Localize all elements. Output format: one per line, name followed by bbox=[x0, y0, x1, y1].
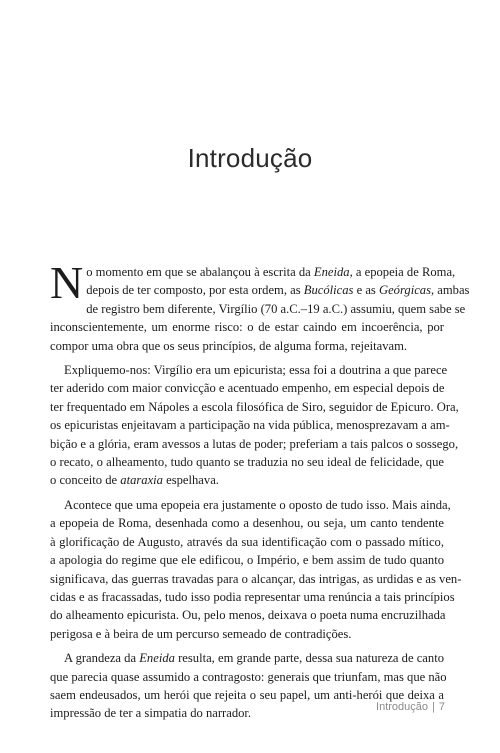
text-line: Expliquemo-nos: Virgílio era um epicurista; essa foi a doutrina a que parece bbox=[64, 363, 448, 378]
text-line: perigosa e à beira de um percurso semeado de contradições. bbox=[50, 626, 352, 641]
text-line: ter frequentado em Nápoles a escola filosófica de Siro, seguidor de Epicuro. Ora, bbox=[50, 399, 459, 414]
text-line: bição e a glória, eram avessos a lutas de poder; preferiam a tais palcos o sossego, bbox=[50, 436, 459, 451]
text-line: a apologia do regime que ele edificou, o Império, e bem assim de tudo quanto bbox=[50, 553, 444, 568]
text-line: do alheamento epicurista. Ou, pelo menos, deixava o poeta numa encruzilhada bbox=[50, 608, 446, 623]
text-line: a epopeia de Roma, desenhada como a desenhou, ou seja, um canto tendente bbox=[50, 516, 444, 531]
chapter-title: Introdução bbox=[187, 143, 313, 173]
text-line: significava, das guerras travadas para o alcançar, das intrigas, as urdidas e as ven- bbox=[50, 571, 462, 586]
running-footer-section: Introdução bbox=[376, 701, 429, 713]
text-line: o recato, o alheamento, tudo quanto se traduzia no seu ideal de felicidade, que bbox=[50, 455, 444, 470]
page-number: 7 bbox=[438, 701, 445, 713]
page-footer bbox=[376, 701, 445, 713]
text-line: compor uma obra que os seus princípios, de alguma forma, rejeitavam. bbox=[50, 338, 408, 353]
text-line: depois de ter composto, por esta ordem, as Bucólicas e as Geórgicas, ambas bbox=[86, 283, 470, 298]
text-line: saem endeusados, um herói que rejeita o seu papel, um anti-herói que deixa a bbox=[50, 687, 444, 702]
text-line: que parecia quase assumido a contragosto: generais que triunfam, mas que não bbox=[50, 669, 447, 684]
text-line: impressão de ter a simpatia do narrador. bbox=[50, 706, 252, 721]
text-line: à glorificação de Augusto, através da sua identificação com o passado mítico, bbox=[50, 534, 444, 549]
text-line: A grandeza da Eneida resulta, em grande parte, dessa sua natureza de canto bbox=[64, 651, 444, 666]
text-line: o conceito de ataraxia espelhava. bbox=[50, 473, 219, 488]
text-line: os epicuristas enjeitavam a participação na vida pública, menosprezavam a am- bbox=[50, 418, 450, 433]
text-line: cidas e as fracassadas, tudo isso podia representar uma renúncia a tais princípios bbox=[50, 589, 455, 604]
chapter-body bbox=[50, 257, 470, 723]
drop-cap: N bbox=[50, 257, 84, 308]
text-line: o momento em que se abalançou à escrita da Eneida, a epopeia de Roma, bbox=[86, 265, 456, 279]
text-line: Acontece que uma epopeia era justamente o oposto de tudo isso. Mais ainda, bbox=[64, 497, 451, 512]
text-line: de registro bem diferente, Virgílio (70 a.C.–19 a.C.) assumiu, quem sabe se bbox=[86, 301, 466, 316]
text-line: inconscientemente, um enorme risco: o de estar caindo em incoerência, por bbox=[50, 320, 444, 335]
paragraph-1 bbox=[50, 257, 470, 355]
footer-separator: | bbox=[432, 701, 435, 713]
paragraph-3 bbox=[50, 496, 462, 643]
text-line: ter aderido com maior convicção e acentuado empenho, em especial depois de bbox=[50, 381, 445, 396]
paragraph-2 bbox=[50, 361, 459, 490]
